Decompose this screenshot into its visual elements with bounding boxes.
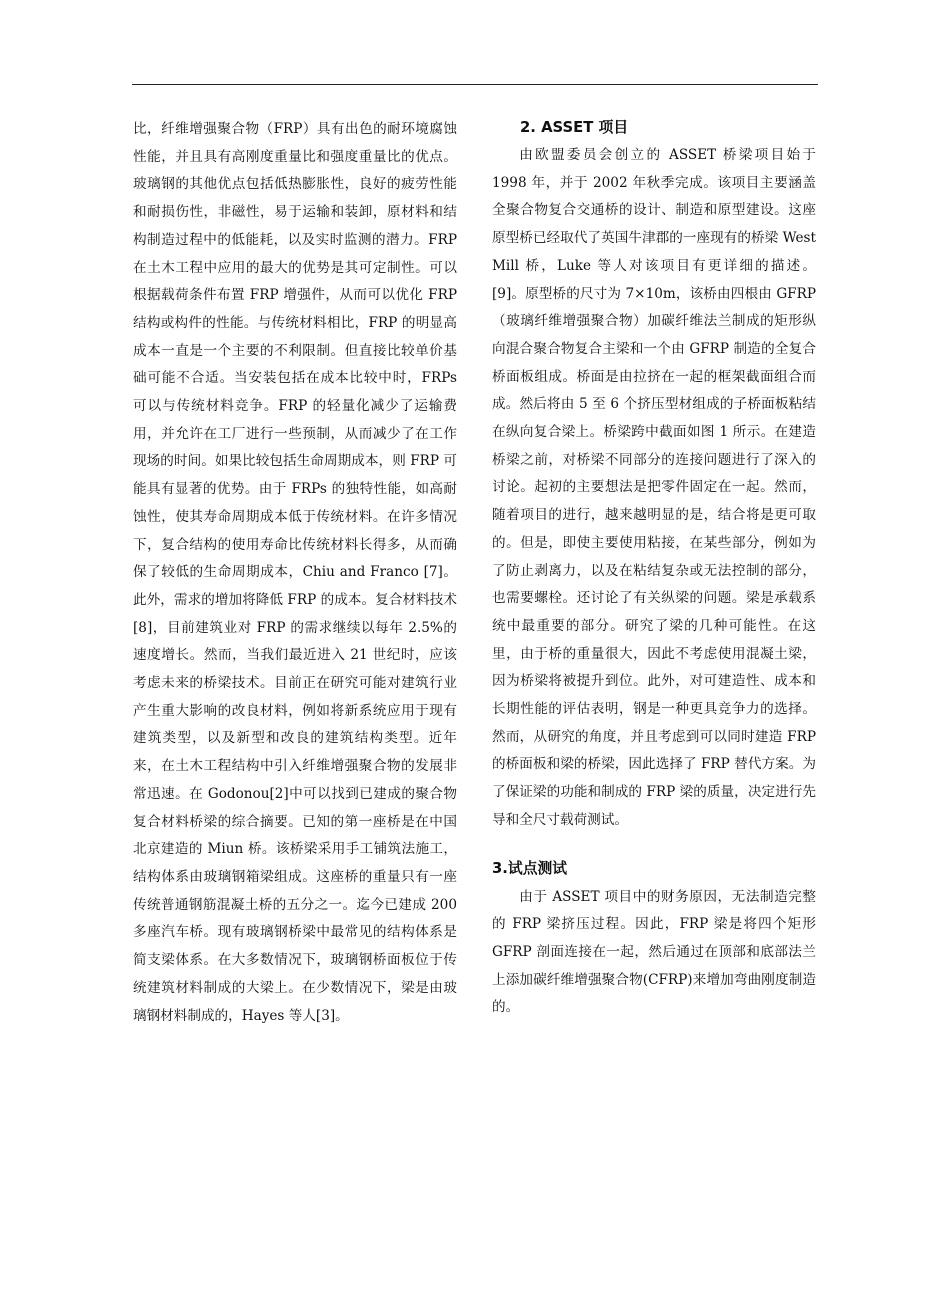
pilot-test-paragraph: 由于 ASSET 项目中的财务原因，无法制造完整的 FRP 梁挤压过程。因此，FRP 梁是将四个矩形 GFRP 剖面连接在一起，然后通过在顶部和底部法兰上添加碳纤维增强聚合物(CFRP)来增加弯曲刚度制造的。 (492, 888, 816, 1016)
left-paragraph: 比，纤维增强聚合物（FRP）具有出色的耐环境腐蚀性能，并且具有高刚度重量比和强度重量比的优点。玻璃钢的其他优点包括低热膨胀性，良好的疲劳性能和耐损伤性，非磁性，易于运输和装卸，原材料和结构制造过程中的低能耗，以及实时监测的潜力。FRP在土木工程中应用的最大的优势是其可定制性。可以根据载荷条件布置 FRP 增强件，从而可以优化 FRP 结构或构件的性能。与传统材料相比，FRP 的明显高成本一直是一个主要的不利限制。但直接比较单价基础可能不合适。当安装包括在成本比较中时，FRPs 可以与传统材料竞争。FRP 的轻量化减少了运输费用，并允许在工厂进行一些预制，从而减少了在工作现场的时间。如果比较包括生命周期成本，则 FRP 可能具有显著的优势。由于 FRPs 的独特性能，如高耐蚀性，使其寿命周期成本低于传统材料。在许多情况下，复合结构的使用寿命比传统材料长得多，从而确保了较低的生命周期成本，Chiu and Franco [7]。此外，需求的增加将降低 FRP 的成本。复合材料技术 [8]，目前建筑业对 FRP 的需求继续以每年 2.5%的速度增长。然而，当我们最近进入 21 世纪时，应该考虑未来的桥梁技术。目前正在研究可能对建筑行业产生重大影响的改良材料，例如将新系统应用于现有建筑类型，以及新型和改良的建筑结构类型。近年来，在土木工程结构中引入纤维增强聚合物的发展非常迅速。在 Godonou[2]中可以找到已建成的聚合物复合材料桥梁的综合摘要。已知的第一座桥是在中国北京建造的 Miun 桥。该桥梁采用手工铺筑法施工，结构体系由玻璃钢箱梁组成。这座桥的重量只有一座传统普通钢筋混凝土桥的五分之一。迄今已建成 200 多座汽车桥。现有玻璃钢桥梁中最常见的结构体系是简支梁体系。在大多数情况下，玻璃钢桥面板位于传统建筑材料制成的大梁上。在少数情况下，梁是由玻璃钢材料制成的，Hayes 等人[3]。 (133, 121, 457, 1024)
right-column (492, 116, 816, 1022)
section-heading-pilot-test: 3.试点测试 (492, 859, 568, 877)
left-column (133, 116, 457, 1030)
header-rule (132, 84, 818, 85)
section-heading-asset: 2. ASSET 项目 (520, 119, 629, 136)
asset-paragraph: 由欧盟委员会创立的 ASSET 桥梁项目始于 1998 年，并于 2002 年秋季完成。该项目主要涵盖全聚合物复合交通桥的设计、制造和原型建设。这座原型桥已经取代了英国牛津郡的一座现有的桥梁 West Mill 桥，Luke 等人对该项目有更详细的描述。 [9]。原型桥的尺寸为 7×10m，该桥由四根由 GFRP（玻璃纤维增强聚合物）加碳纤维法兰制成的矩形纵向混合聚合物复合主梁和一个由 GFRP 制造的全复合桥面板组成。桥面是由拉挤在一起的框架截面组合而成。然后将由 5 至 6 个挤压型材组成的子桥面板粘结在纵向复合梁上。桥梁跨中截面如图 1 所示。在建造桥梁之前，对桥梁不同部分的连接问题进行了深入的讨论。起初的主要想法是把零件固定在一起。然而，随着项目的进行，越来越明显的是，结合将是更可取的。但是，即使主要使用粘接，在某些部分，例如为了防止剥离力，以及在粘结复杂或无法控制的部分，也需要螺栓。还讨论了有关纵梁的问题。梁是承载系统中最重要的部分。研究了梁的几种可能性。在这里，由于桥的重量很大，因此不考虑使用混凝土梁，因为桥梁将被提升到位。此外，对可建造性、成本和长期性能的评估表明，钢是一种更具竞争力的选择。然而，从研究的角度，并且考虑到可以同时建造 FRP 的桥面板和梁的桥梁，因此选择了 FRP 替代方案。为了保证梁的功能和制成的 FRP 梁的质量，决定进行先导和全尺寸载荷测试。 (492, 147, 816, 828)
